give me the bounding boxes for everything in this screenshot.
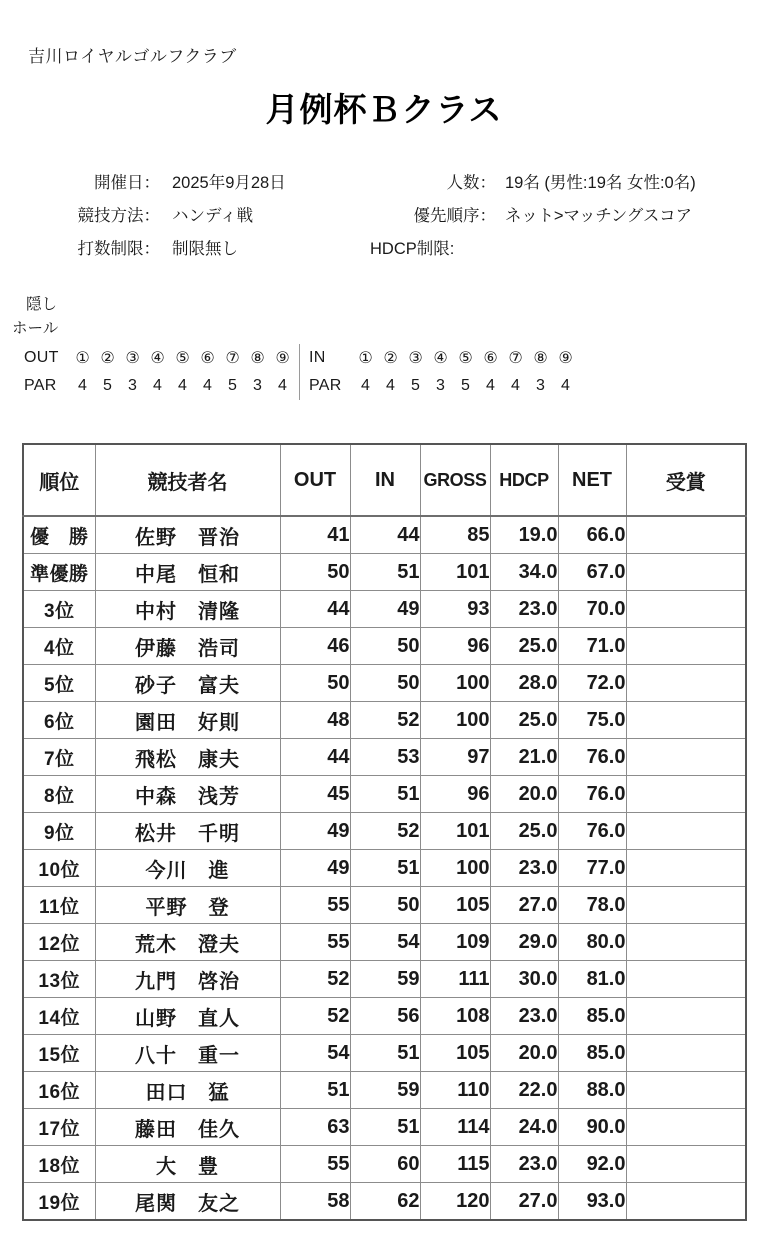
- cell-gross: 100: [420, 665, 490, 702]
- cell-hdcp: 19.0: [490, 516, 558, 554]
- cell-rank: 18位: [23, 1146, 95, 1183]
- priority-value: ネット>マッチングスコア: [505, 207, 692, 225]
- cell-rank: 14位: [23, 998, 95, 1035]
- cell-award: [626, 961, 746, 998]
- cell-award: [626, 813, 746, 850]
- table-row: [23, 665, 746, 702]
- cell-award: [626, 591, 746, 628]
- results-table: [22, 443, 747, 1221]
- page-title: 月例杯Ｂクラス: [265, 91, 503, 128]
- header-award: 受賞: [626, 444, 746, 516]
- stroke-limit-value: 制限無し: [172, 240, 238, 258]
- cell-out: 55: [280, 924, 350, 961]
- players-label: 人数：: [446, 174, 496, 192]
- cell-in: 51: [350, 850, 420, 887]
- cell-gross: 93: [420, 591, 490, 628]
- cell-net: 75.0: [558, 702, 626, 739]
- cell-out: 52: [280, 961, 350, 998]
- in-par-2: 4: [386, 377, 395, 394]
- out-tag: OUT: [24, 349, 59, 366]
- cell-rank: 3位: [23, 591, 95, 628]
- cell-in: 50: [350, 628, 420, 665]
- cell-award: [626, 702, 746, 739]
- cell-name: 八十 重一: [95, 1035, 280, 1072]
- cell-out: 58: [280, 1183, 350, 1221]
- in-par-1: 4: [361, 377, 370, 394]
- out-par-row: [24, 372, 295, 400]
- cell-name: 藤田 佳久: [95, 1109, 280, 1146]
- cell-name: 田口 猛: [95, 1072, 280, 1109]
- cell-net: 80.0: [558, 924, 626, 961]
- par-divider: [299, 344, 300, 400]
- cell-award: [626, 516, 746, 554]
- cell-out: 63: [280, 1109, 350, 1146]
- method-label: 競技方法：: [77, 207, 160, 225]
- cell-in: 50: [350, 665, 420, 702]
- cell-gross: 105: [420, 1035, 490, 1072]
- cell-award: [626, 628, 746, 665]
- cell-rank: 16位: [23, 1072, 95, 1109]
- cell-hdcp: 34.0: [490, 554, 558, 591]
- cell-out: 49: [280, 850, 350, 887]
- cell-award: [626, 1035, 746, 1072]
- cell-name: 九門 啓治: [95, 961, 280, 998]
- in-par-9: 4: [561, 377, 570, 394]
- cell-net: 76.0: [558, 739, 626, 776]
- priority-label: 優先順序：: [413, 207, 496, 225]
- out-hole-9: ⑨: [275, 350, 290, 367]
- cell-rank: 9位: [23, 813, 95, 850]
- cell-name: 中尾 恒和: [95, 554, 280, 591]
- header-name: 競技者名: [95, 444, 280, 516]
- cell-rank: 6位: [23, 702, 95, 739]
- in-par-5: 5: [461, 377, 470, 394]
- cell-out: 44: [280, 739, 350, 776]
- cell-gross: 105: [420, 887, 490, 924]
- cell-rank: 8位: [23, 776, 95, 813]
- cell-hdcp: 30.0: [490, 961, 558, 998]
- cell-net: 88.0: [558, 1072, 626, 1109]
- table-row: [23, 1035, 746, 1072]
- out-hole-6: ⑥: [200, 350, 215, 367]
- in-tag: IN: [309, 349, 326, 366]
- cell-award: [626, 924, 746, 961]
- cell-out: 46: [280, 628, 350, 665]
- cell-gross: 100: [420, 702, 490, 739]
- out-hole-3: ③: [125, 350, 140, 367]
- cell-out: 55: [280, 887, 350, 924]
- cell-award: [626, 1072, 746, 1109]
- cell-net: 81.0: [558, 961, 626, 998]
- cell-name: 中森 浅芳: [95, 776, 280, 813]
- cell-hdcp: 20.0: [490, 1035, 558, 1072]
- club-name: 吉川ロイヤルゴルフクラブ: [28, 47, 237, 66]
- cell-net: 66.0: [558, 516, 626, 554]
- cell-hdcp: 23.0: [490, 998, 558, 1035]
- in-hole-9: ⑨: [558, 350, 573, 367]
- cell-hdcp: 23.0: [490, 850, 558, 887]
- cell-rank: 4位: [23, 628, 95, 665]
- header-gross: GROSS: [420, 444, 490, 516]
- cell-rank: 準優勝: [23, 554, 95, 591]
- cell-name: 砂子 富夫: [95, 665, 280, 702]
- in-hole-5: ⑤: [458, 350, 473, 367]
- table-row: [23, 739, 746, 776]
- cell-in: 56: [350, 998, 420, 1035]
- cell-out: 50: [280, 665, 350, 702]
- header-in: IN: [350, 444, 420, 516]
- in-hole-3: ③: [408, 350, 423, 367]
- cell-gross: 101: [420, 813, 490, 850]
- method-value: ハンディ戦: [172, 207, 254, 225]
- out-hole-4: ④: [150, 350, 165, 367]
- in-par-8: 3: [536, 377, 545, 394]
- header-net: NET: [558, 444, 626, 516]
- cell-name: 今川 進: [95, 850, 280, 887]
- info-row-stroke-hdcp: [0, 233, 768, 266]
- in-par-6: 4: [486, 377, 495, 394]
- cell-in: 51: [350, 1109, 420, 1146]
- in-hole-6: ⑥: [483, 350, 498, 367]
- cell-award: [626, 739, 746, 776]
- cell-net: 85.0: [558, 1035, 626, 1072]
- hidden-hole-label-line2: ホール: [12, 320, 59, 337]
- in-par-tag: PAR: [309, 377, 342, 394]
- cell-in: 52: [350, 702, 420, 739]
- cell-hdcp: 29.0: [490, 924, 558, 961]
- cell-hdcp: 22.0: [490, 1072, 558, 1109]
- cell-gross: 120: [420, 1183, 490, 1221]
- cell-hdcp: 20.0: [490, 776, 558, 813]
- cell-rank: 17位: [23, 1109, 95, 1146]
- table-row: [23, 702, 746, 739]
- cell-net: 90.0: [558, 1109, 626, 1146]
- cell-hdcp: 28.0: [490, 665, 558, 702]
- out-par-1: 4: [78, 377, 87, 394]
- table-row: [23, 1146, 746, 1183]
- in-hole-number-row: [309, 344, 578, 372]
- table-row: [23, 1072, 746, 1109]
- par-half-in: [309, 344, 578, 400]
- in-hole-1: ①: [358, 350, 373, 367]
- cell-net: 67.0: [558, 554, 626, 591]
- cell-gross: 111: [420, 961, 490, 998]
- cell-in: 53: [350, 739, 420, 776]
- out-par-3: 3: [128, 377, 137, 394]
- hidden-hole-label-line1: 隠し: [26, 296, 58, 313]
- cell-out: 50: [280, 554, 350, 591]
- cell-name: 平野 登: [95, 887, 280, 924]
- date-label: 開催日：: [94, 174, 160, 192]
- out-par-4: 4: [153, 377, 162, 394]
- cell-award: [626, 887, 746, 924]
- cell-net: 92.0: [558, 1146, 626, 1183]
- cell-out: 49: [280, 813, 350, 850]
- header-hdcp: HDCP: [490, 444, 558, 516]
- cell-hdcp: 23.0: [490, 1146, 558, 1183]
- out-hole-8: ⑧: [250, 350, 265, 367]
- cell-rank: 5位: [23, 665, 95, 702]
- cell-in: 52: [350, 813, 420, 850]
- cell-in: 54: [350, 924, 420, 961]
- cell-net: 77.0: [558, 850, 626, 887]
- cell-in: 49: [350, 591, 420, 628]
- cell-award: [626, 665, 746, 702]
- cell-hdcp: 25.0: [490, 813, 558, 850]
- cell-in: 51: [350, 776, 420, 813]
- cell-net: 85.0: [558, 998, 626, 1035]
- cell-gross: 85: [420, 516, 490, 554]
- cell-name: 大 豊: [95, 1146, 280, 1183]
- cell-in: 59: [350, 961, 420, 998]
- cell-in: 50: [350, 887, 420, 924]
- table-row: [23, 1109, 746, 1146]
- table-row: [23, 813, 746, 850]
- out-par-6: 4: [203, 377, 212, 394]
- cell-hdcp: 24.0: [490, 1109, 558, 1146]
- in-par-row: [309, 372, 578, 400]
- cell-out: 48: [280, 702, 350, 739]
- cell-rank: 優 勝: [23, 516, 95, 554]
- table-row: [23, 628, 746, 665]
- table-header-row: [23, 444, 746, 516]
- table-row: [23, 850, 746, 887]
- cell-in: 60: [350, 1146, 420, 1183]
- cell-rank: 10位: [23, 850, 95, 887]
- cell-award: [626, 1183, 746, 1221]
- cell-award: [626, 554, 746, 591]
- cell-in: 51: [350, 554, 420, 591]
- table-row: [23, 1183, 746, 1221]
- cell-gross: 96: [420, 776, 490, 813]
- cell-hdcp: 23.0: [490, 591, 558, 628]
- cell-hdcp: 25.0: [490, 628, 558, 665]
- table-row: [23, 591, 746, 628]
- in-hole-2: ②: [383, 350, 398, 367]
- cell-name: 飛松 康夫: [95, 739, 280, 776]
- cell-award: [626, 850, 746, 887]
- cell-net: 71.0: [558, 628, 626, 665]
- out-par-2: 5: [103, 377, 112, 394]
- cell-name: 伊藤 浩司: [95, 628, 280, 665]
- hdcp-limit-label: HDCP制限:: [370, 240, 455, 258]
- out-hole-1: ①: [75, 350, 90, 367]
- cell-in: 59: [350, 1072, 420, 1109]
- cell-award: [626, 998, 746, 1035]
- out-hole-number-row: [24, 344, 295, 372]
- cell-hdcp: 27.0: [490, 887, 558, 924]
- cell-name: 佐野 晋治: [95, 516, 280, 554]
- cell-award: [626, 1109, 746, 1146]
- out-par-tag: PAR: [24, 377, 57, 394]
- par-grid: [24, 344, 578, 400]
- cell-gross: 114: [420, 1109, 490, 1146]
- cell-in: 62: [350, 1183, 420, 1221]
- in-par-4: 3: [436, 377, 445, 394]
- in-par-3: 5: [411, 377, 420, 394]
- in-hole-7: ⑦: [508, 350, 523, 367]
- out-par-5: 4: [178, 377, 187, 394]
- table-row: [23, 516, 746, 554]
- table-row: [23, 887, 746, 924]
- cell-gross: 101: [420, 554, 490, 591]
- table-row: [23, 924, 746, 961]
- cell-name: 園田 好則: [95, 702, 280, 739]
- cell-out: 51: [280, 1072, 350, 1109]
- cell-in: 44: [350, 516, 420, 554]
- table-row: [23, 776, 746, 813]
- in-hole-4: ④: [433, 350, 448, 367]
- cell-rank: 19位: [23, 1183, 95, 1221]
- cell-rank: 13位: [23, 961, 95, 998]
- cell-gross: 97: [420, 739, 490, 776]
- cell-out: 45: [280, 776, 350, 813]
- header-out: OUT: [280, 444, 350, 516]
- in-hole-8: ⑧: [533, 350, 548, 367]
- cell-rank: 11位: [23, 887, 95, 924]
- cell-award: [626, 776, 746, 813]
- out-hole-2: ②: [100, 350, 115, 367]
- cell-rank: 15位: [23, 1035, 95, 1072]
- cell-net: 70.0: [558, 591, 626, 628]
- cell-net: 76.0: [558, 813, 626, 850]
- cell-gross: 108: [420, 998, 490, 1035]
- cell-name: 荒木 澄夫: [95, 924, 280, 961]
- cell-name: 中村 清隆: [95, 591, 280, 628]
- out-hole-7: ⑦: [225, 350, 240, 367]
- cell-hdcp: 25.0: [490, 702, 558, 739]
- in-par-7: 4: [511, 377, 520, 394]
- cell-gross: 110: [420, 1072, 490, 1109]
- cell-name: 山野 直人: [95, 998, 280, 1035]
- stroke-limit-label: 打数制限：: [77, 240, 160, 258]
- cell-name: 松井 千明: [95, 813, 280, 850]
- table-row: [23, 554, 746, 591]
- players-value: 19名 (男性:19名 女性:0名): [505, 174, 696, 192]
- table-row: [23, 998, 746, 1035]
- cell-hdcp: 27.0: [490, 1183, 558, 1221]
- tournament-info-block: [0, 167, 768, 266]
- cell-out: 54: [280, 1035, 350, 1072]
- out-hole-5: ⑤: [175, 350, 190, 367]
- cell-name: 尾関 友之: [95, 1183, 280, 1221]
- out-par-8: 3: [253, 377, 262, 394]
- cell-out: 44: [280, 591, 350, 628]
- cell-out: 55: [280, 1146, 350, 1183]
- cell-award: [626, 1146, 746, 1183]
- out-par-7: 5: [228, 377, 237, 394]
- cell-gross: 96: [420, 628, 490, 665]
- cell-out: 52: [280, 998, 350, 1035]
- cell-net: 76.0: [558, 776, 626, 813]
- cell-out: 41: [280, 516, 350, 554]
- cell-hdcp: 21.0: [490, 739, 558, 776]
- info-row-date-players: [0, 167, 768, 200]
- cell-rank: 7位: [23, 739, 95, 776]
- date-value: 2025年9月28日: [172, 174, 286, 192]
- cell-gross: 109: [420, 924, 490, 961]
- info-row-method-priority: [0, 200, 768, 233]
- table-row: [23, 961, 746, 998]
- par-half-out: [24, 344, 295, 400]
- cell-net: 72.0: [558, 665, 626, 702]
- cell-net: 93.0: [558, 1183, 626, 1221]
- cell-rank: 12位: [23, 924, 95, 961]
- cell-gross: 100: [420, 850, 490, 887]
- out-par-9: 4: [278, 377, 287, 394]
- cell-in: 51: [350, 1035, 420, 1072]
- header-rank: 順位: [23, 444, 95, 516]
- cell-net: 78.0: [558, 887, 626, 924]
- cell-gross: 115: [420, 1146, 490, 1183]
